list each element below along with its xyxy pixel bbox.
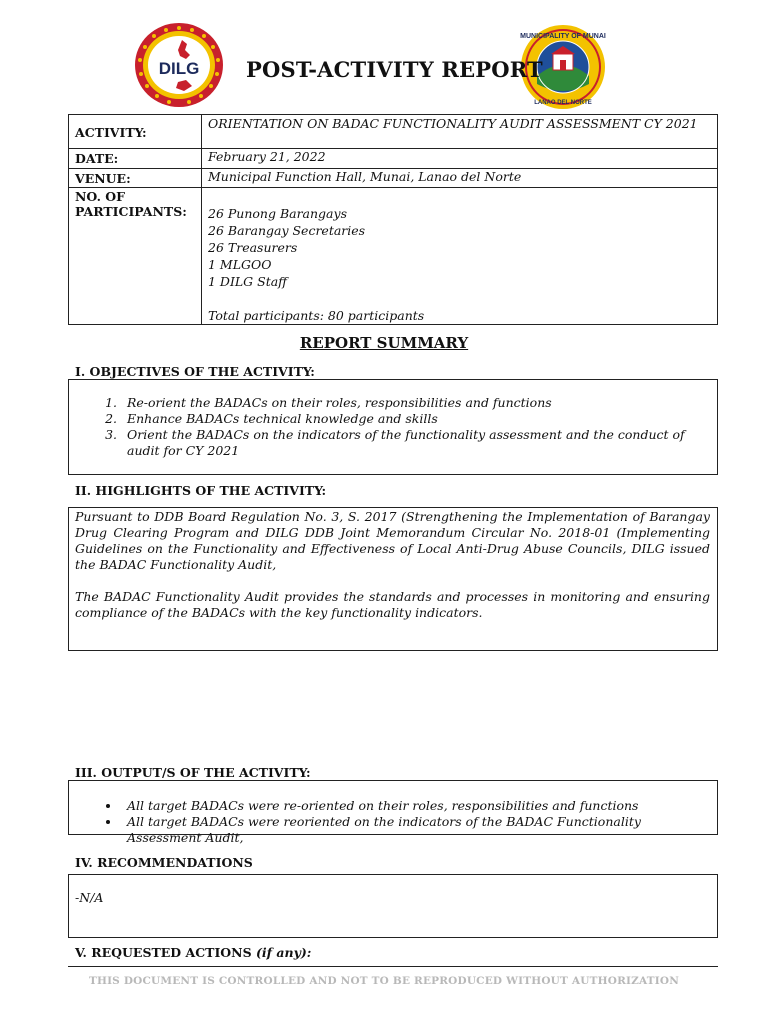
participants-value [202, 188, 718, 325]
recommendations-box [68, 874, 718, 938]
footer-divider [68, 966, 718, 967]
participant-item: 1 MLGOO [208, 257, 272, 272]
activity-label: ACTIVITY: [69, 115, 202, 149]
participant-item: 26 Barangay Secretaries [208, 223, 366, 238]
objectives-box [68, 379, 718, 475]
participant-item: 26 Punong Barangays [208, 206, 347, 221]
output-item: • All target BADACs were re-oriented on their roles, responsibilities and functions [121, 798, 717, 814]
dilg-logo [134, 22, 224, 108]
date-value: February 21, 2022 [202, 149, 718, 169]
participant-item: 26 Treasurers [208, 240, 298, 255]
highlights-heading: II. HIGHLIGHTS OF THE ACTIVITY: [75, 483, 327, 498]
total-participants: Total participants: 80 participants [208, 308, 425, 323]
venue-label: VENUE: [69, 169, 202, 188]
activity-info-table [68, 114, 718, 325]
svg-text:MUNICIPALITY OF MUNAI: MUNICIPALITY OF MUNAI [520, 33, 606, 40]
objective-item: 2. Enhance BADACs technical knowledge and skills [121, 411, 717, 427]
objective-item: 1. Re-orient the BADACs on their roles, responsibilities and functions [121, 395, 717, 411]
venue-value: Municipal Function Hall, Munai, Lanao del Norte [202, 169, 718, 188]
outputs-heading: III. OUTPUT/S OF THE ACTIVITY: [75, 765, 311, 780]
output-item: • All target BADACs were reoriented on the indicators of the BADAC Functionality Assessment Audit, [121, 814, 717, 846]
highlights-box [68, 507, 718, 651]
footer-notice: THIS DOCUMENT IS CONTROLLED AND NOT TO BE REPRODUCED WITHOUT AUTHORIZATION [88, 975, 680, 987]
date-label: DATE: [69, 149, 202, 169]
objectives-list [69, 395, 717, 459]
svg-text:DILG: DILG [158, 59, 200, 78]
highlights-paragraph-1: Pursuant to DDB Board Regulation No. 3, S. 2017 (Strengthening the Implementation of Barangay Drug Clearing Program and DILG DDB Joint Memorandum Circular No. 2018-01 (Implementing Guidelines on the Functionality and Effectiveness of Local Anti-Drug Abuse Councils, DILG issued the BADAC Functionality Audit, [75, 509, 710, 572]
outputs-list [69, 798, 717, 846]
participants-label: NO. OF PARTICIPANTS: [69, 188, 202, 325]
objectives-heading: I. OBJECTIVES OF THE ACTIVITY: [75, 364, 315, 379]
requested-actions-heading: V. REQUESTED ACTIONS (if any): [75, 945, 312, 960]
outputs-box [68, 780, 718, 845]
participant-item: 1 DILG Staff [208, 274, 288, 289]
recommendations-heading: IV. RECOMMENDATIONS [75, 855, 253, 870]
objective-item: 3. Orient the BADACs on the indicators of the functionality assessment and the conduct of audit for CY 2021 [121, 427, 717, 459]
page-title: POST-ACTIVITY REPORT [246, 57, 543, 82]
recommendations-value: -N/A [75, 890, 104, 905]
highlights-paragraph-2: The BADAC Functionality Audit provides the standards and processes in monitoring and ensuring compliance of the BADACs with the key functionality indicators. [75, 589, 710, 620]
svg-text:LANAO DEL NORTE: LANAO DEL NORTE [534, 100, 592, 106]
report-summary-heading: REPORT SUMMARY [299, 334, 469, 352]
activity-value: ORIENTATION ON BADAC FUNCTIONALITY AUDIT ASSESSMENT CY 2021 [202, 115, 718, 149]
